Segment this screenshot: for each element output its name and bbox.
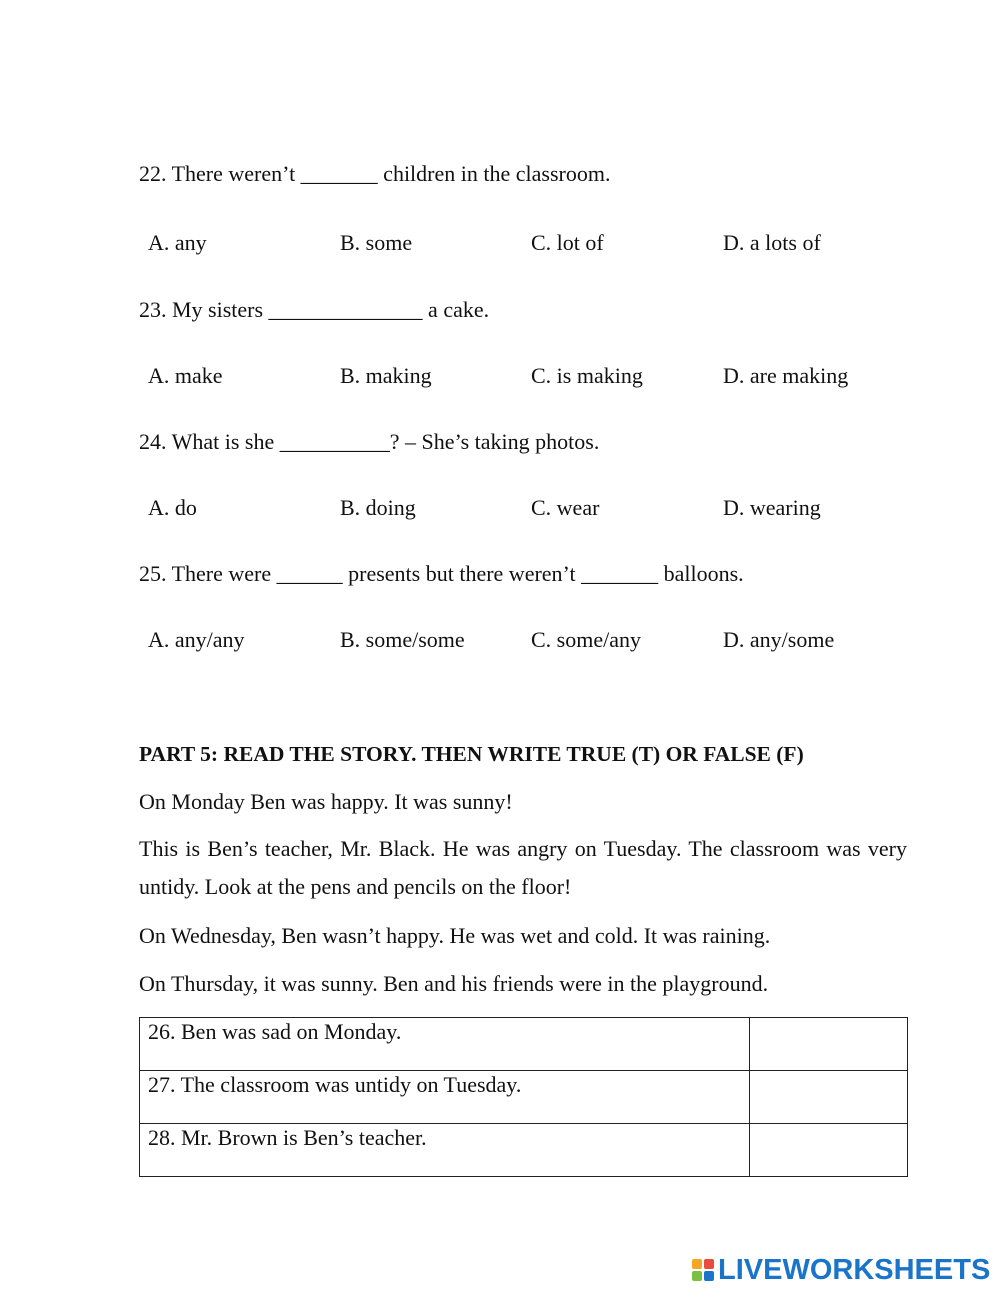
- question-24-option-a[interactable]: A. do: [148, 495, 197, 520]
- table-row: [140, 1124, 908, 1177]
- story-paragraph-2: This is Ben’s teacher, Mr. Black. He was angry on Tuesday. The classroom was very untidy. Look at the pens and pencils on the floor!: [139, 836, 907, 899]
- question-22-option-d[interactable]: D. a lots of: [723, 230, 821, 255]
- question-23-option-d[interactable]: D. are making: [723, 363, 849, 388]
- liveworksheets-logo: [692, 1253, 990, 1287]
- answer-cell-26[interactable]: [750, 1018, 908, 1071]
- table-row: [140, 1071, 908, 1124]
- question-25-prompt: 25. There were ______ presents but there weren’t _______ balloons.: [139, 561, 744, 586]
- story-paragraph-4: On Thursday, it was sunny. Ben and his friends were in the playground.: [139, 971, 769, 996]
- statement-27: 27. The classroom was untidy on Tuesday.: [140, 1071, 750, 1124]
- logo-square-1: [692, 1259, 702, 1269]
- true-false-table: [139, 1017, 908, 1177]
- story-paragraph-1: On Monday Ben was happy. It was sunny!: [139, 789, 513, 814]
- question-24-prompt: 24. What is she __________? – She’s taking photos.: [139, 429, 600, 454]
- table-row: [140, 1018, 908, 1071]
- answer-cell-27[interactable]: [750, 1071, 908, 1124]
- question-22-option-b[interactable]: B. some: [340, 230, 413, 255]
- answer-cell-28[interactable]: [750, 1124, 908, 1177]
- liveworksheets-logo-icon: [692, 1259, 714, 1281]
- story-paragraph-3: On Wednesday, Ben wasn’t happy. He was wet and cold. It was raining.: [139, 923, 771, 948]
- statement-28: 28. Mr. Brown is Ben’s teacher.: [140, 1124, 750, 1177]
- question-22-option-c[interactable]: C. lot of: [531, 230, 604, 255]
- question-23-option-a[interactable]: A. make: [148, 363, 223, 388]
- question-24-option-d[interactable]: D. wearing: [723, 495, 821, 520]
- question-23-prompt: 23. My sisters ______________ a cake.: [139, 297, 490, 322]
- question-25-option-d[interactable]: D. any/some: [723, 627, 835, 652]
- logo-square-2: [704, 1259, 714, 1269]
- question-22-option-a[interactable]: A. any: [148, 230, 207, 255]
- question-25-option-c[interactable]: C. some/any: [531, 627, 641, 652]
- question-24-option-b[interactable]: B. doing: [340, 495, 416, 520]
- part5-heading: PART 5: READ THE STORY. THEN WRITE TRUE (T) OR FALSE (F): [139, 742, 804, 766]
- liveworksheets-logo-text: LIVEWORKSHEETS: [718, 1253, 991, 1286]
- question-25-option-a[interactable]: A. any/any: [148, 627, 245, 652]
- question-22-prompt: 22. There weren’t _______ children in the classroom.: [139, 161, 611, 186]
- question-23-option-c[interactable]: C. is making: [531, 363, 643, 388]
- logo-square-4: [704, 1271, 714, 1281]
- question-24-option-c[interactable]: C. wear: [531, 495, 600, 520]
- question-23-option-b[interactable]: B. making: [340, 363, 432, 388]
- question-25-option-b[interactable]: B. some/some: [340, 627, 465, 652]
- logo-square-3: [692, 1271, 702, 1281]
- statement-26: 26. Ben was sad on Monday.: [140, 1018, 750, 1071]
